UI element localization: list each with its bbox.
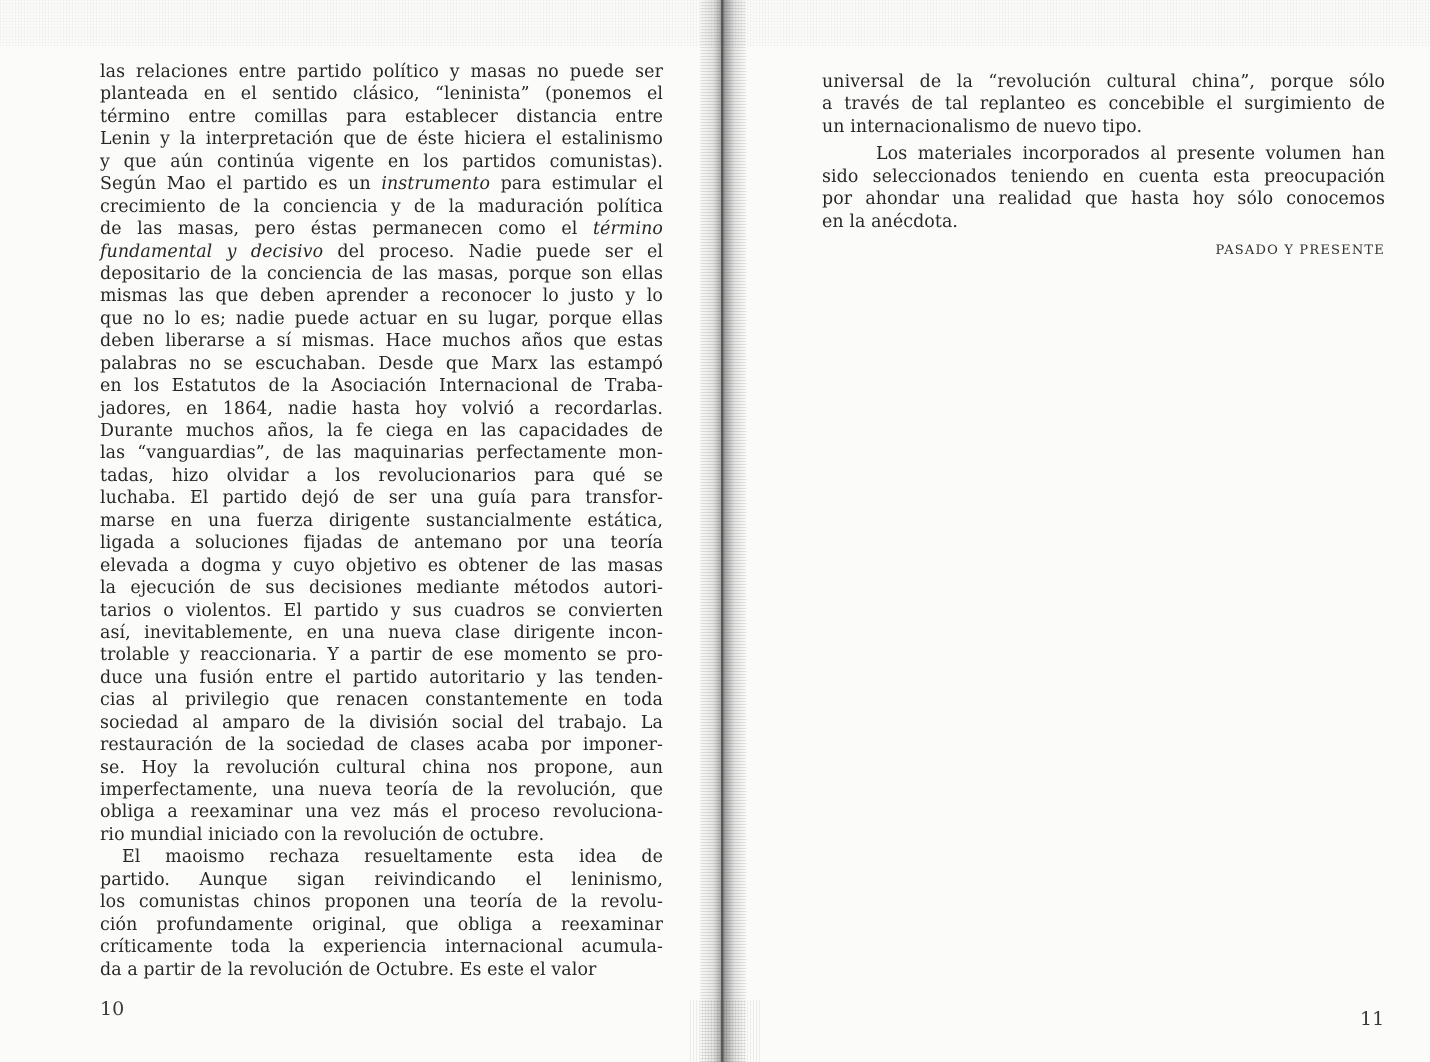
- text-line: Lenin y la interpretación que de éste hiciera el estalinismo: [100, 129, 663, 150]
- text-line: partido. Aunque sigan reivindicando el leninismo,: [100, 869, 663, 890]
- text-line: duce una fusión entre el partido autoritario y las tenden-: [100, 667, 663, 688]
- text-line: planteada en el sentido clásico, “leninista” (ponemos el: [100, 84, 663, 105]
- page-number-left: 10: [100, 998, 125, 1020]
- gutter-crease: [721, 0, 723, 1062]
- emphasis: instrumento: [381, 174, 491, 195]
- right-paragraph-2: [822, 143, 1385, 233]
- text-line: imperfectamente, una nueva teoría de la revolución, que: [100, 780, 663, 800]
- text-line: sido seleccionados teniendo en cuenta esta preocupación: [822, 166, 1385, 187]
- signature: PASADO Y PRESENTE: [1215, 243, 1385, 258]
- text-line: Según Mao el partido es un instrumento para estimular el: [100, 174, 663, 195]
- book-gutter: [700, 0, 746, 1062]
- text-line: la ejecución de sus decisiones mediante métodos autori-: [100, 578, 663, 599]
- text-line: los comunistas chinos proponen una teoría de la revolu-: [100, 892, 663, 913]
- right-page-body: [822, 71, 1385, 233]
- text-line: a través de tal replanteo es concebible el surgimiento de: [822, 94, 1385, 115]
- right-paragraph-1: [822, 71, 1385, 138]
- left-page-body: [100, 61, 663, 981]
- text-line: ligada a soluciones fijadas de antemano por una teoría: [100, 533, 663, 554]
- text-line: marse en una fuerza dirigente sustancialmente estática,: [100, 510, 663, 531]
- text-line: fundamental y decisivo del proceso. Nadie puede ser el: [100, 241, 663, 262]
- emphasis: término: [592, 219, 663, 240]
- text-line: se. Hoy la revolución cultural china nos propone, aun: [100, 757, 663, 778]
- text-line: de las masas, pero éstas permanecen como el término: [100, 219, 663, 240]
- text-line: en la anécdota.: [822, 211, 959, 232]
- left-page: [0, 0, 700, 1062]
- text-line: en los Estatutos de la Asociación Internacional de Traba-: [100, 376, 663, 397]
- page-number-right: 11: [1360, 1008, 1385, 1030]
- text-line: crecimiento de la conciencia y de la maduración política: [100, 196, 663, 217]
- text-line: trolable y reaccionaria. Y a partir de ese momento se pro-: [100, 645, 663, 666]
- left-paragraph-2: [100, 846, 663, 981]
- text-line: palabras no se escuchaban. Desde que Marx las estampó: [100, 353, 663, 374]
- text-line: depositario de la conciencia de las masas, porque son ellas: [100, 263, 663, 284]
- text-line: ción profundamente original, que obliga a reexaminar: [100, 914, 663, 935]
- text-line: El maoismo rechaza resueltamente esta idea de: [122, 847, 663, 868]
- text-line: así, inevitablemente, en una nueva clase dirigente incon-: [100, 622, 663, 643]
- text-line: rio mundial iniciado con la revolución de octubre.: [100, 824, 545, 845]
- text-line: las relaciones entre partido político y masas no puede ser: [100, 62, 663, 82]
- text-line: da a partir de la revolución de Octubre. Es este el valor: [100, 959, 597, 980]
- text-line: elevada a dogma y cuyo objetivo es obtener de las masas: [100, 555, 663, 576]
- text-line: luchaba. El partido dejó de ser una guía para transfor-: [100, 488, 663, 509]
- text-line: y que aún continúa vigente en los partidos comunistas).: [100, 151, 663, 172]
- text-line: cias al privilegio que renacen constantemente en toda: [100, 690, 663, 711]
- left-paragraph-1: [100, 61, 663, 846]
- text-line: mismas las que deben aprender a reconocer lo justo y lo: [100, 286, 663, 307]
- text-line: jadores, en 1864, nadie hasta hoy volvió a recordarlas.: [100, 398, 663, 419]
- text-line: un internacionalismo de nuevo tipo.: [822, 116, 1143, 137]
- emphasis: fundamental y decisivo: [100, 241, 324, 262]
- text-line: tarios o violentos. El partido y sus cuadros se convierten: [100, 600, 663, 621]
- text-line: que no lo es; nadie puede actuar en su lugar, porque ellas: [100, 308, 663, 329]
- right-page: [746, 0, 1430, 1062]
- text-line: universal de la “revolución cultural china”, porque sólo: [822, 72, 1385, 92]
- text-line: Durante muchos años, la fe ciega en las capacidades de: [100, 421, 663, 441]
- text-line: obliga a reexaminar una vez más el proceso revoluciona-: [100, 802, 663, 823]
- text-line: deben liberarse a sí mismas. Hace muchos años que estas: [100, 331, 663, 352]
- text-line: por ahondar una realidad que hasta hoy sólo conocemos: [822, 189, 1385, 210]
- text-line: sociedad al amparo de la división social del trabajo. La: [100, 712, 663, 733]
- text-line: restauración de la sociedad de clases acaba por imponer-: [100, 735, 663, 756]
- text-line: tadas, hizo olvidar a los revolucionarios para qué se: [100, 465, 663, 486]
- text-line: críticamente toda la experiencia internacional acumula-: [100, 937, 663, 958]
- text-line: término entre comillas para establecer distancia entre: [100, 106, 663, 127]
- text-line: Los materiales incorporados al presente volumen han: [876, 144, 1385, 165]
- text-line: las “vanguardias”, de las maquinarias perfectamente mon-: [100, 443, 663, 464]
